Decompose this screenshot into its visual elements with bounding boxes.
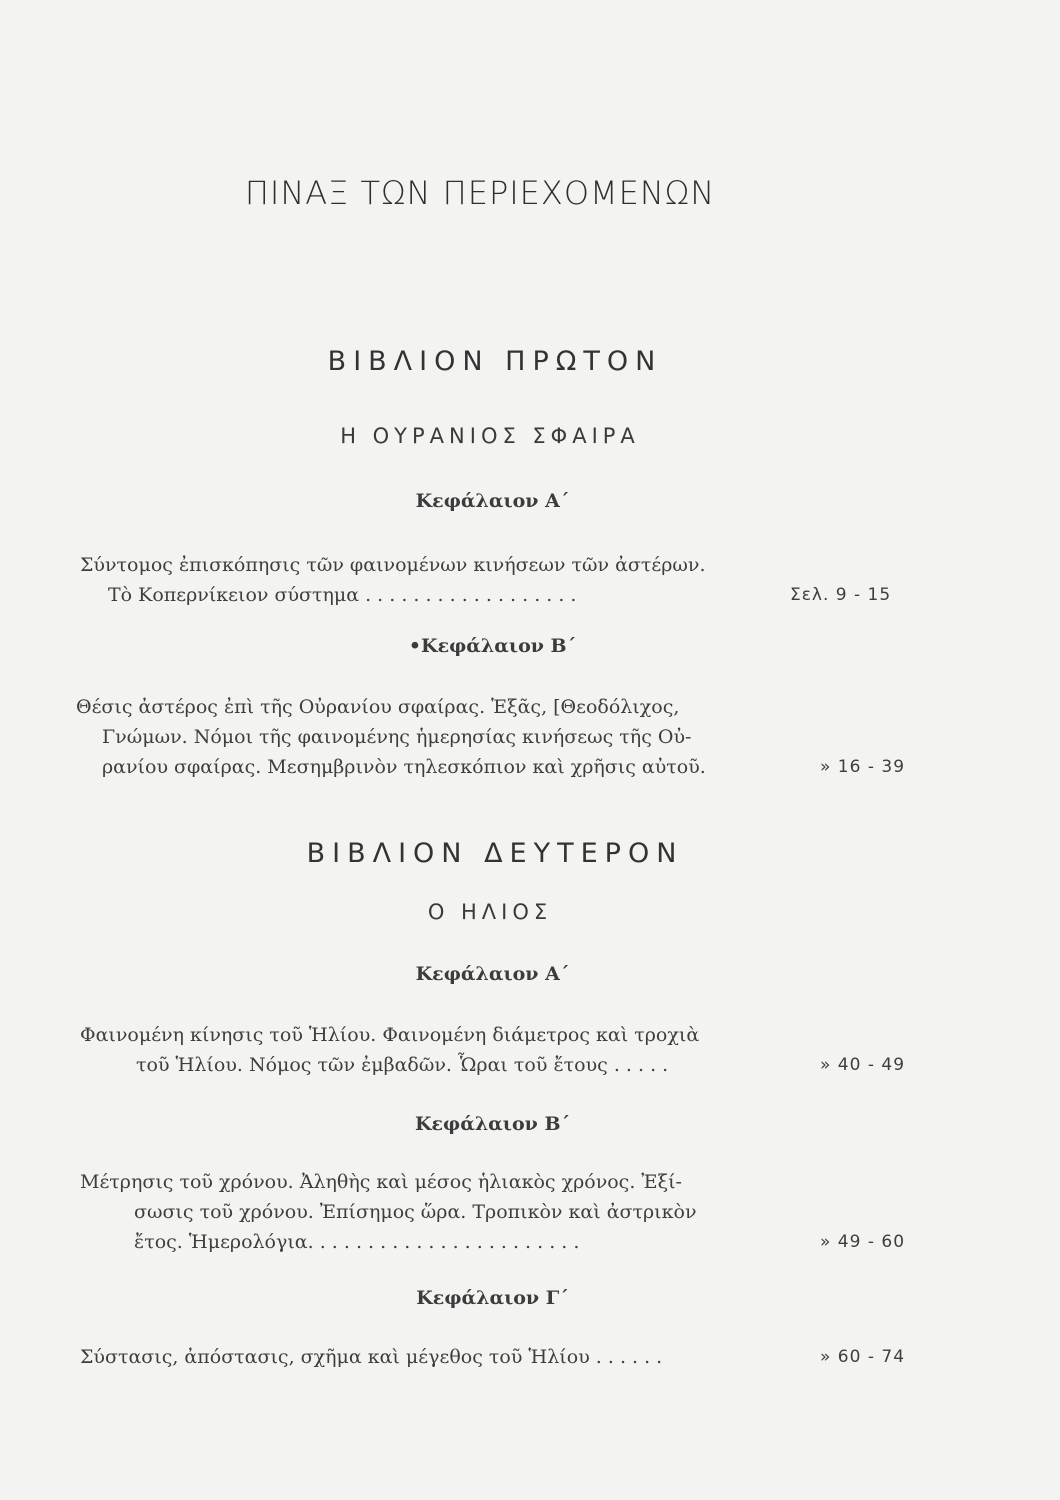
toc-entry[interactable] bbox=[0, 550, 1060, 610]
chapter-heading: Κεφάλαιον Α΄ bbox=[415, 490, 570, 512]
entry-line: Θέσις ἀστέρος ἐπὶ τῆς Οὐρανίου σφαίρας. Ἑξᾶς, [Θεοδόλιχος, bbox=[76, 696, 680, 718]
book-subtitle: Η ΟΥΡΑΝΙΟΣ ΣΦΑΙΡΑ bbox=[340, 424, 640, 448]
page-range: » 60 - 74 bbox=[820, 1347, 906, 1367]
toc-entry[interactable] bbox=[0, 692, 1060, 782]
entry-line: Σύστασις, ἀπόστασις, σχῆμα καὶ μέγεθος τοῦ Ἡλίου . . . . . . bbox=[80, 1346, 663, 1368]
chapter-heading: Κεφάλαιον Β΄ bbox=[414, 1113, 571, 1135]
entry-line: Γνώμων. Νόμοι τῆς φαινομένης ἡμερησίας κινήσεως τῆς Οὐ- bbox=[102, 726, 692, 748]
entry-line: ρανίου σφαίρας. Μεσημβρινὸν τηλεσκόπιον καὶ χρῆσις αὐτοῦ. bbox=[102, 756, 706, 778]
chapter-heading: Κεφάλαιον Α΄ bbox=[415, 963, 570, 985]
book-title: ΒΙΒΛΙΟΝ ΔΕΥΤΕΡΟΝ bbox=[306, 838, 684, 869]
entry-line: Τὸ Κοπερνίκειον σύστημα . . . . . . . . . . . . . . . . . . bbox=[108, 584, 577, 606]
chapter-heading: Κεφάλαιον Γ΄ bbox=[416, 1287, 569, 1309]
toc-entry[interactable] bbox=[0, 1342, 1060, 1372]
page-range: » 16 - 39 bbox=[820, 757, 906, 777]
page-range: » 40 - 49 bbox=[820, 1055, 906, 1075]
entry-line: τοῦ Ἡλίου. Νόμος τῶν ἐμβαδῶν. Ὧραι τοῦ ἔτους . . . . . bbox=[136, 1054, 669, 1076]
book-subtitle: Ο ΗΛΙΟΣ bbox=[427, 900, 553, 924]
book-title: ΒΙΒΛΙΟΝ ΠΡΩΤΟΝ bbox=[327, 346, 663, 377]
entry-line: Φαινομένη κίνησις τοῦ Ἡλίου. Φαινομένη διάμετρος καὶ τροχιὰ bbox=[80, 1024, 700, 1046]
entry-line: ἔτος. Ἡμερολόγια. . . . . . . . . . . . . . . . . . . . . . . bbox=[134, 1231, 580, 1253]
page-range: » 49 - 60 bbox=[820, 1232, 906, 1252]
toc-entry[interactable] bbox=[0, 1167, 1060, 1257]
entry-line: Μέτρησις τοῦ χρόνου. Ἀληθὴς καὶ μέσος ἡλιακὸς χρόνος. Ἐξί- bbox=[80, 1171, 682, 1193]
toc-entry[interactable] bbox=[0, 1020, 1060, 1080]
page-title: ΠΙΝΑΞ ΤΩΝ ΠΕΡΙΕΧΟΜΕΝΩΝ bbox=[244, 174, 716, 212]
entry-line: Σύντομος ἐπισκόπησις τῶν φαινομένων κινήσεων τῶν ἀστέρων. bbox=[80, 554, 706, 576]
entry-line: σωσις τοῦ χρόνου. Ἐπίσημος ὥρα. Τροπικὸν καὶ ἀστρικὸν bbox=[134, 1201, 697, 1223]
chapter-heading: •Κεφάλαιον Β΄ bbox=[408, 635, 577, 657]
page-range: Σελ. 9 - 15 bbox=[790, 585, 892, 605]
